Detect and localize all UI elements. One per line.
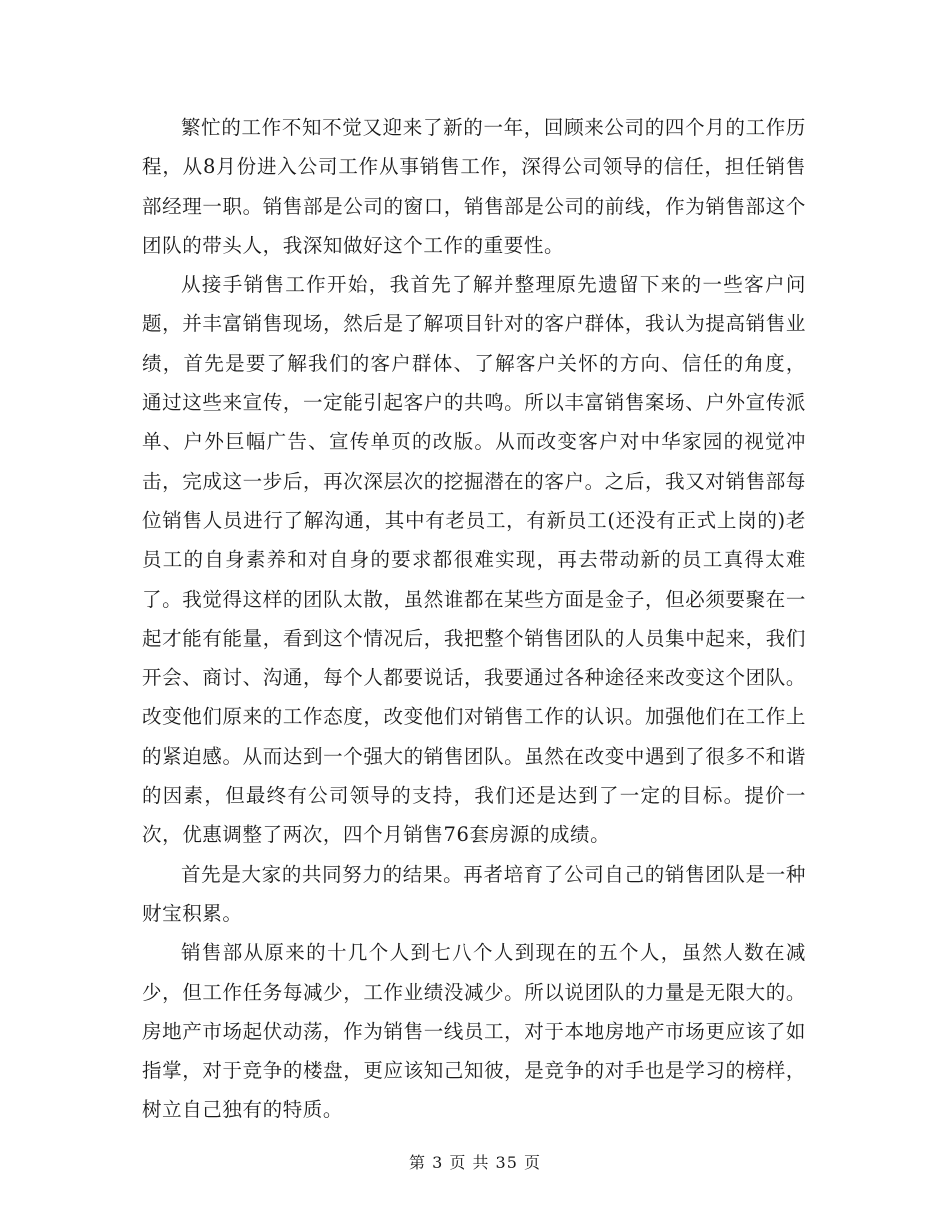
footer-current-page: 3 <box>432 1153 444 1172</box>
footer-total-pages: 35 <box>495 1153 518 1172</box>
footer-suffix: 页 <box>524 1153 542 1172</box>
paragraph-2: 从接手销售工作开始，我首先了解并整理原先遗留下来的一些客户问题，并丰富销售现场，然后是了解项目针对的客户群体，我认为提高销售业绩，首先是要了解我们的客户群体、了解客户关怀的方向、信任的角度， 通过这些来宣传，一定能引起客户的共鸣。所以丰富销售案场、户外宣传派单、户外巨幅广告、宣传单页的改版。从而改变客户对中华家园的视觉冲击，完成这一步后，再次深层次的挖掘潜在的客户。之后，我又对销售部每位销售人员进行了解沟通，其中有老员工，有新员工(还没有正式上岗的)老员工的自身素养和对自身的要求都很难实现，再去带动新的员工真得太难了。我觉得这样的团队太散，虽然谁都在某些方面是金子，但必须要聚在一起才能有能量，看到这个情况后，我把整个销售团队的人员集中起来，我们开会、商讨、沟通，每个人都要说话，我要通过各种途径来改变这个团队。改变他们原来的工作态度，改变他们对销售工作的认识。加强他们在工作上的紧迫感。从而达到一个强大的销售团队。虽然在改变中遇到了很多不和谐的因素，但最终有公司领导的支持，我们还是达到了一定的目标。提价一次，优惠调整了两次，四个月销售76套房源的成绩。 <box>142 273 806 847</box>
footer-prefix: 第 <box>408 1153 426 1172</box>
paragraph-1: 繁忙的工作不知不觉又迎来了新的一年，回顾来公司的四个月的工作历程，从8月份进入公司工作从事销售工作，深得公司领导的信任，担任销售部经理一职。销售部是公司的窗口，销售部是公司的前线，作为销售部这个团队的带头人，我深知做好这个工作的重要性。 <box>142 116 806 257</box>
paragraph-3: 首先是大家的共同努力的结果。再者培育了公司自己的销售团队是一种财宝积累。 <box>142 862 806 925</box>
document-body <box>142 108 806 1130</box>
footer-middle: 页 共 <box>449 1153 490 1172</box>
paragraph-4: 销售部从原来的十几个人到七八个人到现在的五个人，虽然人数在减少，但工作任务每减少，工作业绩没减少。所以说团队的力量是无限大的。房地产市场起伏动荡，作为销售一线员工，对于本地房地产市场更应该了如指掌，对于竞争的楼盘，更应该知己知彼，是竞争的对手也是学习的榜样，树立自己独有的特质。 <box>142 941 806 1122</box>
page-footer <box>0 1150 950 1173</box>
